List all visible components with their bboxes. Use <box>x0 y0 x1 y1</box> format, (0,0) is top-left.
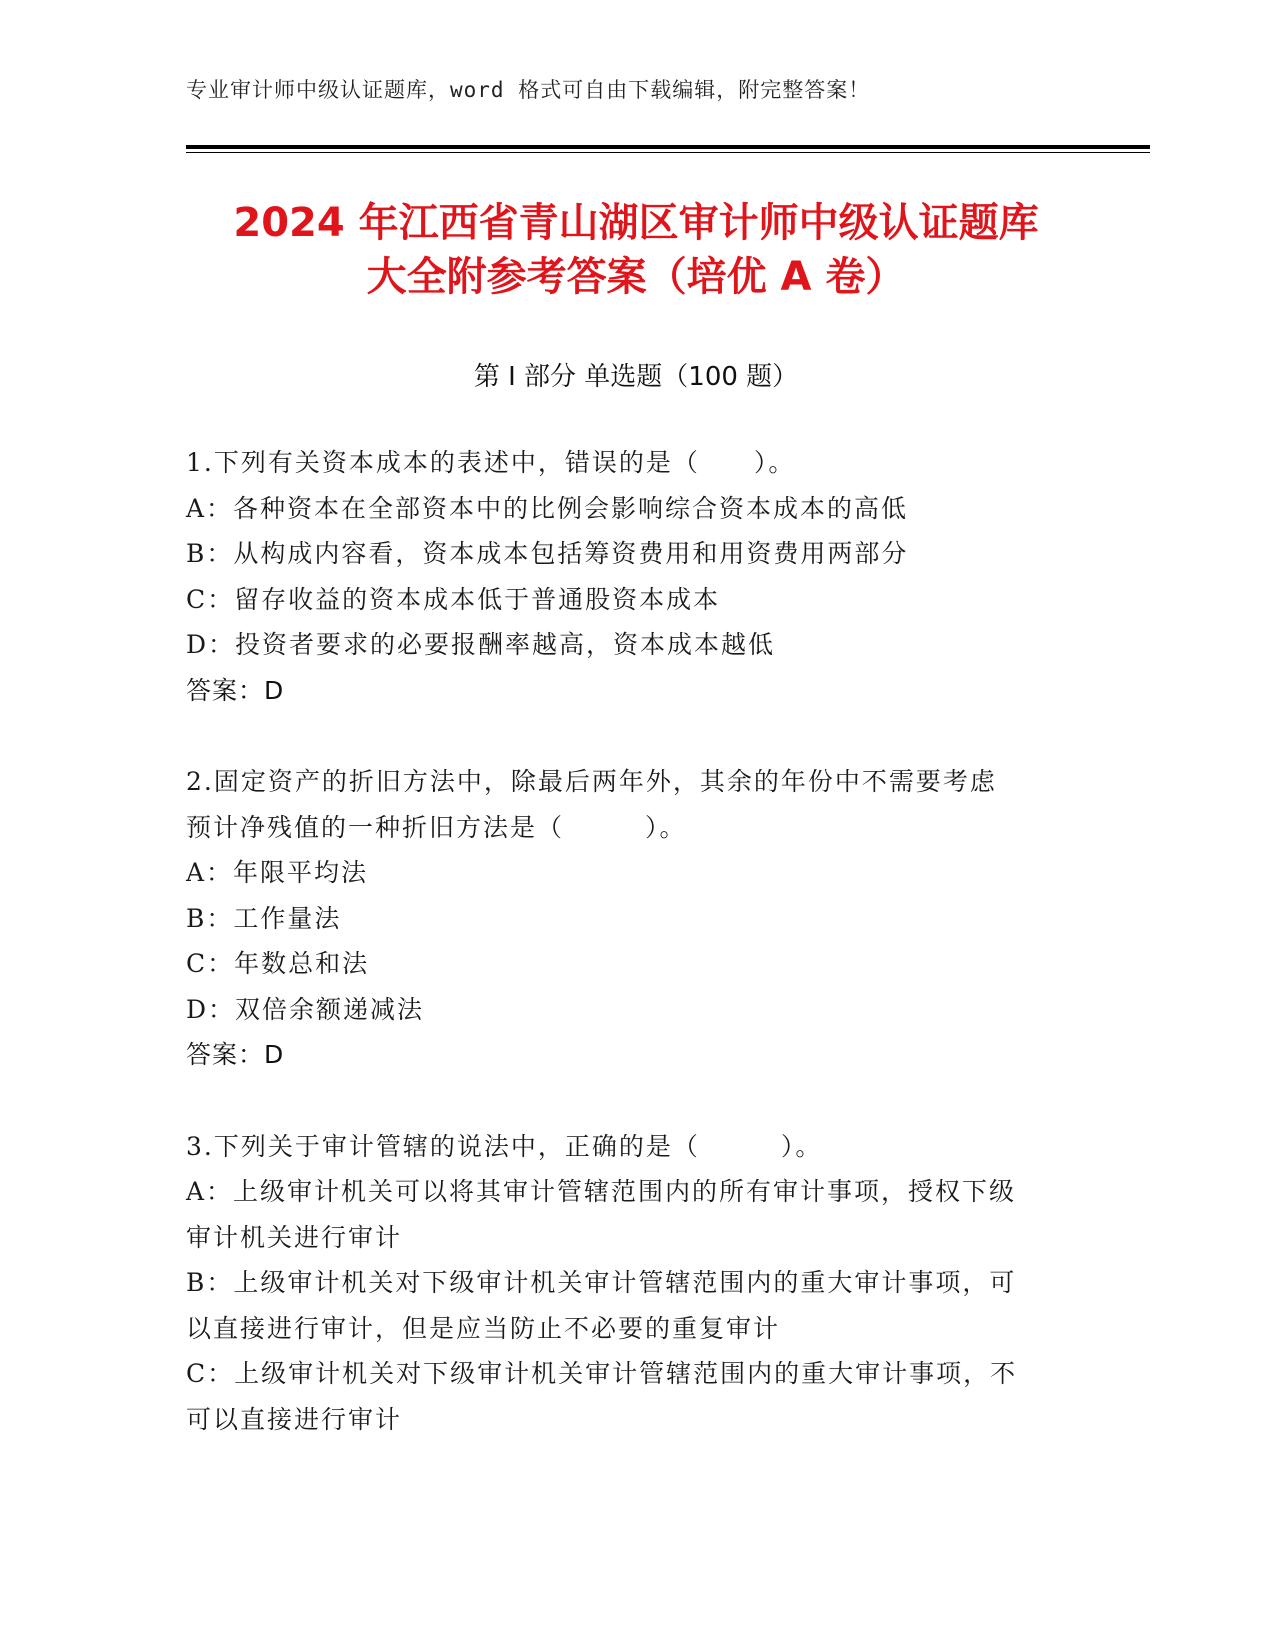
option-a: A：各种资本在全部资本中的比例会影响综合资本成本的高低 <box>186 493 909 523</box>
option-a: A：年限平均法 <box>186 858 369 887</box>
question-list <box>186 440 1086 1488</box>
question-stem-cont: 预计净残值的一种折旧方法是（ ）。 <box>186 812 687 842</box>
document-title <box>186 196 1086 304</box>
option-a: A：上级审计机关可以将其审计管辖范围内的所有审计事项，授权下级 <box>186 1177 1017 1206</box>
header-note: 专业审计师中级认证题库，word 格式可自由下载编辑，附完整答案！ <box>186 78 871 102</box>
header-rule-thin <box>186 152 1150 153</box>
option-c-cont: 可以直接进行审计 <box>186 1404 403 1434</box>
option-d: D：双倍余额递减法 <box>186 994 425 1024</box>
option-c: C：年数总和法 <box>186 949 370 978</box>
question-1 <box>186 440 1086 713</box>
title-line-2: 大全附参考答案（培优 A 卷） <box>366 254 906 300</box>
option-a-cont: 审计机关进行审计 <box>186 1222 403 1252</box>
question-stem: 3.下列关于审计管辖的说法中，正确的是（ ）。 <box>186 1131 823 1161</box>
option-b: B：上级审计机关对下级审计机关审计管辖范围内的重大审计事项，可 <box>186 1268 1017 1297</box>
question-2 <box>186 759 1086 1078</box>
option-c: C：上级审计机关对下级审计机关审计管辖范围内的重大审计事项，不 <box>186 1359 1018 1388</box>
option-c: C：留存收益的资本成本低于普通股资本成本 <box>186 584 721 614</box>
option-b: B：工作量法 <box>186 903 342 933</box>
question-stem: 2.固定资产的折旧方法中，除最后两年外，其余的年份中不需要考虑 <box>186 767 997 796</box>
question-3 <box>186 1124 1086 1443</box>
question-stem: 1.下列有关资本成本的表述中，错误的是（ ）。 <box>186 448 796 477</box>
answer: 答案：D <box>186 675 285 705</box>
answer: 答案：D <box>186 1040 285 1069</box>
header-rule-thick <box>186 145 1150 149</box>
title-line-1: 2024 年江西省青山湖区审计师中级认证题库 <box>233 200 1039 246</box>
section-heading: 第 I 部分 单选题（100 题） <box>473 362 799 392</box>
option-b: B：从构成内容看，资本成本包括筹资费用和用资费用两部分 <box>186 539 909 568</box>
option-d: D：投资者要求的必要报酬率越高，资本成本越低 <box>186 630 776 659</box>
option-b-cont: 以直接进行审计，但是应当防止不必要的重复审计 <box>186 1313 781 1343</box>
